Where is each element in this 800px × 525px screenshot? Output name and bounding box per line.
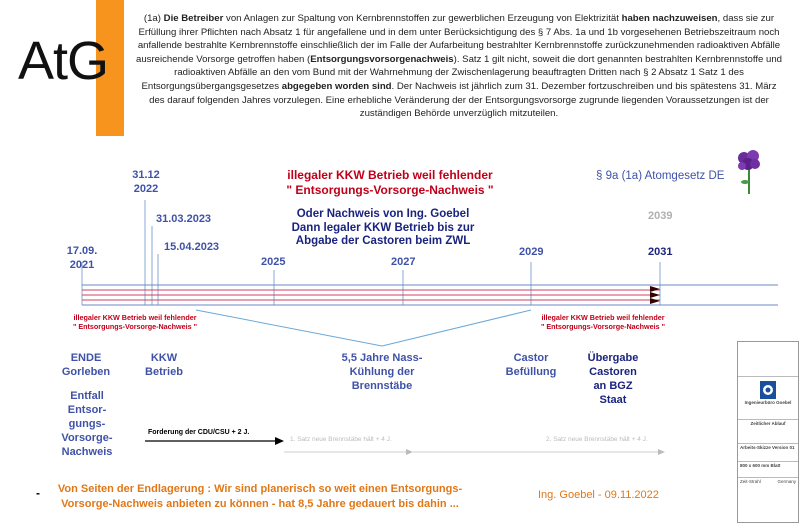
phase-line: Staat: [599, 394, 627, 406]
arrow-head: [650, 286, 660, 292]
law-text-bold: Die Betreiber: [163, 13, 224, 24]
title-block-size: 800 x 600 mm Blatt: [738, 461, 798, 469]
date-2023-04: 15.04.2023: [164, 241, 220, 253]
law-text-bold: abgegeben worden sind: [281, 80, 392, 92]
phase-line: Castor: [513, 352, 549, 364]
law-text-part: ). Satz 1 gilt nicht, soweit die dort genannten bestrahlten Kernbrennstoffe und radioaktiven Abfälle an den vom Bund mit der Wahrnehmung der Zwischenlagerung beauftragten Dritten nach § 2 Absatz 1 Satz 1 des Entsorgungsübergangsgesetzes: [141, 53, 782, 92]
law-text-part: . Der Nachweis ist jährlich zum 31. Dezember fortzuschreiben und bis spätestens 31. März des darauf folgenden Jahres vorzulegen. Eine erhebliche Veränderung der der Entsorgungsvorsorge zugrunde liegenden Voraussetzungen ist der zuständigen Behörde unverzüglich mitzuteilen.: [149, 80, 777, 120]
illegal-label-right: [538, 313, 668, 331]
label-satz1: 1. Satz neue Brennstäbe hält + 4 J.: [290, 436, 392, 443]
phase-line: Gorleben: [61, 366, 111, 378]
phase-line: gungs-: [68, 418, 106, 430]
year-2029: 2029: [519, 246, 544, 258]
alternative-line: Oder Nachweis von Ing. Goebel: [296, 208, 470, 220]
footer-line: Vorsorge-Nachweis anbieten zu können - hat 8,5 Jahre gedauert bis dahin ...: [61, 498, 459, 510]
title-block-revisions: [738, 342, 798, 377]
phase-line: ENDE: [70, 352, 102, 364]
phase-line: Übergabe: [587, 352, 639, 364]
date-line: 2022: [133, 183, 159, 195]
phase-line: Brennstäbe: [351, 380, 413, 392]
illegal-line: illegaler KKW Betrieb weil fehlender: [73, 313, 197, 322]
phase-line: Vorsorge-: [61, 432, 113, 444]
year-2027: 2027: [391, 256, 416, 268]
law-text-bold: haben nachzuweisen: [621, 13, 718, 24]
arrow-head: [406, 449, 413, 455]
phase-line: 5,5 Jahre Nass-: [341, 352, 423, 364]
title-block: [737, 341, 799, 523]
title-block-country: Germany: [777, 479, 796, 484]
law-text-part: von Anlagen zur Spaltung von Kernbrennstoffen zur gewerblichen Erzeugung von Elektrizität: [223, 13, 622, 24]
alternative-line: Abgabe der Castoren beim ZWL: [295, 235, 471, 247]
footer-dash: -: [36, 486, 40, 500]
title-block-doc: Arbeits-Skizze Version 01: [738, 443, 798, 451]
phase-ende: [56, 351, 116, 379]
phase-line: Entsor-: [67, 404, 107, 416]
logo: AtG: [18, 31, 109, 91]
illegal-line: " Entsorgungs-Vorsorge-Nachweis ": [540, 322, 666, 331]
label-satz2: 2. Satz neue Brennstäbe hält + 4 J.: [546, 436, 648, 443]
alternative-line: Dann legaler KKW Betrieb bis zur: [291, 221, 475, 234]
law-reference: § 9a (1a) Atomgesetz DE: [596, 170, 725, 182]
date-2023-03: 31.03.2023: [156, 213, 212, 225]
phase-line: Nachweis: [61, 446, 113, 458]
phase-kkw: [134, 351, 194, 379]
law-text-bold: Entsorgungsvorsorgenachweis: [310, 53, 454, 65]
headline-line: " Entsorgungs-Vorsorge-Nachweis ": [286, 183, 494, 197]
phase-nass: [332, 351, 432, 393]
law-text-part: (1a): [143, 13, 164, 24]
label-forderung: Forderung der CDU/CSU + 2 J.: [148, 429, 250, 436]
headline-line: illegaler KKW Betrieb weil fehlender: [287, 168, 493, 182]
title-block-place: Zeit-Strahl: [740, 479, 761, 484]
title-block-company: Ingenieurbüro Goebel: [744, 400, 792, 405]
phase-uebergabe: [578, 351, 648, 407]
phase-line: Betrieb: [145, 366, 183, 378]
title-block-logo: [738, 377, 798, 400]
arrow-head: [650, 292, 660, 298]
phase-entfall: [52, 389, 122, 459]
date-line: 31.12: [132, 169, 160, 181]
date-line: 2021: [69, 259, 95, 271]
year-2031: 2031: [648, 246, 673, 258]
illegal-label-left: [70, 313, 200, 331]
footer-line: Von Seiten der Endlagerung : Wir sind planerisch so weit einen Entsorgungs-: [57, 483, 463, 495]
title-block-title: Zeitlicher Ablauf: [738, 419, 798, 427]
date-line: 17.09.: [66, 245, 98, 257]
year-2025: 2025: [261, 256, 286, 268]
phase-line: an BGZ: [593, 380, 633, 392]
arrow-head: [650, 298, 660, 304]
footer-author: Ing. Goebel - 09.11.2022: [538, 489, 659, 501]
law-text-part: , dass sie zur Erfüllung ihrer Pflichten nach Absatz 1 für angefallene und in dem unter Berücksichtigung des § 7 Abs. 1a und 1b vorgesehenen Betriebszeitraum noch anfallende bestrahlte Kernbrennstoffe einschließlich der im Falle der Aufarbeitung bestrahlter Kernbrennstoffe zurückzunehmenden radioaktiven Abfälle ausreichende Vorsorge getroffen haben (: [136, 13, 781, 65]
illegal-line: illegaler KKW Betrieb weil fehlender: [541, 313, 665, 322]
title-block-footer: [738, 477, 798, 485]
phase-bracket: [382, 310, 531, 346]
illegal-line: " Entsorgungs-Vorsorge-Nachweis ": [72, 322, 198, 331]
phase-line: KKW: [150, 352, 178, 364]
phase-line: Castoren: [589, 366, 637, 378]
company-logo-icon: [760, 381, 776, 399]
phase-line: Befüllung: [505, 366, 557, 378]
phase-bracket: [196, 310, 382, 346]
arrow-head: [658, 449, 665, 455]
arrow-head: [275, 437, 284, 445]
phase-line: Entfall: [70, 390, 104, 402]
year-2039: 2039: [648, 210, 673, 222]
footer-statement: [50, 482, 470, 512]
phase-castor: [501, 351, 561, 379]
phase-line: Kühlung der: [349, 366, 415, 378]
